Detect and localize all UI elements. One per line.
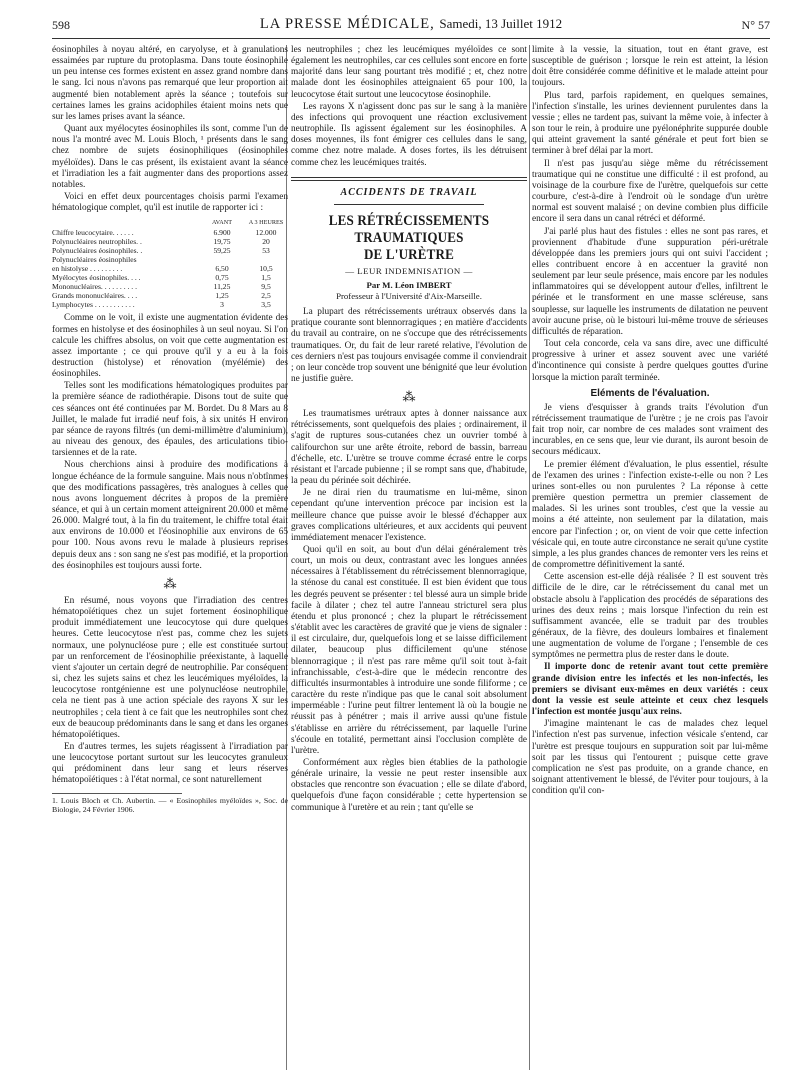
table-row — [52, 282, 288, 291]
paragraph: En d'autres termes, les sujets réagissent à l'irradiation par une leucocytose portant surtout sur les leucocytes granuleux qui prédominent dans leur sang et leurs réserves hématopoïétiques : à l'état normal, ce sont naturellement — [52, 741, 288, 786]
paragraph: Nous cherchions ainsi à produire des modifications à longue échéance de la formule sanguine. Mais nous n'obtînmes que des modifications passagères, très analogues à celles que nous avons longuement décrites à propos de la première séance, et qui à un certain moment atteignirent 20.000 et même 26.000. Malgré tout, à la fin du traitement, le chiffre total était aux environs de 10.000 et l'éosinophilie aux environs de 65 pour 100. Nous avons revu le malade à plusieurs reprises depuis deux ans : son sang ne s'est pas modifié, et la proportion des éosinophiles est toujours aussi forte. — [52, 460, 288, 571]
paragraph: éosinophiles à noyau altéré, en caryolyse, et à granulations essaimées par rupture du protoplasma. Dans toute éosinophile un peu intense ces formes existent en assez grand nombre dans le sang. Ici nous n'avons pas remarqué que leur proportion ait augmenté bien notablement après la séance ; toutefois sur certaines lames les grains acidophiles étaient moins nets que sur les lames prises avant la séance. — [52, 45, 288, 122]
paragraph-emphasis: Il importe donc de retenir avant tout cette première grande division entre les infectés et les non-infectés, les premiers se divisant eux-mêmes en deux variétés : ceux dont la vessie est seule atteinte et ceux chez lesquels l'infection est montée jusqu'aux reins. — [532, 662, 768, 718]
table-row — [52, 273, 288, 282]
row-label: Lymphocytes . . . . . . . . . . . — [52, 300, 135, 310]
row-label: Polynucléaires éosinophiles — [52, 255, 137, 265]
row-label: Polynucléaires neutrophiles. . — [52, 237, 142, 247]
section-stars: ⁂ — [163, 575, 177, 591]
value-before: 59,25 — [213, 246, 231, 256]
row-label: Chiffre leucocytaire. . . . . . — [52, 228, 134, 238]
value-after — [244, 255, 288, 264]
paragraph: Plus tard, parfois rapidement, en quelques semaines, l'infection s'installe, les urines deviennent purulentes dans la vessie ; elles ne tardent pas, suivant la même voie, à infecter à son tour le rein, à produire une pyélonéphrite suppurée double qui atteint gravement la santé générale et peut fort bien se terminer à bref délai par la mort. — [532, 90, 768, 157]
column-2 — [291, 45, 527, 1075]
table-row — [52, 246, 288, 255]
paragraph: Le premier élément d'évaluation, le plus essentiel, résulte de l'examen des urines : l'infection existe-t-elle ou non ? Les urines sont-elles ou non purulentes ? La réponse à cette première question permettra un premier classement de malades. Si les urines sont troubles, c'est que la vessie au moins a été atteinte, non seulement par la dilatation, mais encore par l'infection ; or, on vient de voir que cette infection vésicale qui, en toute autre circonstance ne serait qu'une cystite simple, a les plus grandes chances de remonter vers les reins et de compromettre définitivement la santé. — [532, 459, 768, 571]
issue-date: Samedi, 13 Juillet 1912 — [439, 16, 563, 31]
table-row — [52, 291, 288, 300]
value-after: 10,5 — [259, 264, 273, 274]
article-author — [291, 280, 527, 291]
paragraph: En résumé, nous voyons que l'irradiation des centres hématopoïétiques chez un sujet fortement éosinophilique produit immédiatement une leucocytose qui dure quelques heures. Cette leucocytose n'est pas, comme chez les sujets normaux, une polynucléose pure ; elle est constituée surtout par un renforcement de l'éosinophilie préexistante, à laquelle vient s'ajouter un certain degré de neutrophilie. Par conséquent si, chez les sujets sains et chez les leucémiques myéloïdes, la leucocytose rontgénienne est une polynucléose neutrophile, cela ne tient pas à une action spéciale des rayons X sur les neutrophiles ; cela tient à ce fait que les neutrophiles sont chez eux de beaucoup prédominants dans le sang et dans les organes hématopoïétiques. — [52, 595, 288, 740]
value-after: 12.000 — [255, 228, 277, 238]
paragraph: les neutrophiles ; chez les leucémiques myéloïdes ce sont également les neutrophiles, car ces cellules sont encore en forte majorité dans leur sang pourtant très modifié ; et, chez notre malade dont les éosinophiles atteignaient 65 pour 100, la leucocytose était surtout une leucocytose éosinophile. — [291, 45, 527, 100]
journal-title: LA PRESSE MÉDICALE, — [259, 16, 435, 32]
article-subtitle: — LEUR INDEMNISATION — — [345, 265, 473, 276]
table-row — [52, 228, 288, 237]
paragraph: Je viens d'esquisser à grands traits l'évolution d'un rétrécissement traumatique de l'urètre ; je ne crois pas l'avoir fait trop noir, car nombre de ces malades sont vraiment des incurables, en ce sens que, leur vie durant, ils auront besoin de secours médicaux. — [532, 402, 768, 458]
value-after: 1,5 — [261, 273, 271, 283]
paragraph: Conformément aux règles bien établies de la pathologie générale urinaire, la vessie ne peut rester insensible aux obstacles que rencontre son évacuation ; elle se dilate d'abord, quelquefois d'une façon considérable ; cette hypertension se communique à l'uretère et au rein ; tant qu'elle se — [291, 757, 527, 813]
paragraph: Telles sont les modifications hématologiques produites par la première séance de radiothérapie. Disons tout de suite que ces séances ont été continuées par M. Bordet. Du 8 Mars au 8 Juillet, le malade fut irradié neuf fois, à six unités H environ par séance de rayons filtrés (un demi-millimètre d'aluminium), au niveau des genoux, des épaules, des articulations tibio-tarsiennes et de la rate. — [52, 381, 288, 459]
section-rule — [291, 177, 527, 181]
paragraph: J'imagine maintenant le cas de malades chez lequel l'infection n'est pas survenue, infection vésicale s'entend, car l'urètre est presque toujours en suppuration soit par lui-même soit par les tissus qui l'entourent ; puisque cette grave complication ne s'est pas produite, on a grande chance, en soignant attentivement le blessé, de l'éviter pour toujours, à la condition qu'il con- — [532, 719, 768, 797]
value-before: 6,50 — [215, 264, 229, 274]
table-row — [52, 264, 288, 273]
hematology-table — [52, 217, 288, 309]
paragraph: La plupart des rétrécissements urétraux observés dans la pratique courante sont blennorragiques ; en matière d'accidents du travail au contraire, on ne s'occupe que des rétrécissements traumatiques. Or, du fait de leur rareté relative, l'évolution de ces derniers n'est pas toujours envisagée comme il conviendrait ; on leur concède trop souvent une bénignité que leur évolution ne justifie guère. — [291, 307, 527, 384]
page-number: 598 — [52, 18, 70, 32]
value-after: 9,5 — [261, 282, 271, 292]
row-label: Mononucléaires. . . . . . . . . . — [52, 282, 137, 292]
value-before: 3 — [220, 300, 224, 310]
table-row — [52, 255, 288, 264]
author-name: Par M. Léon IMBERT — [366, 280, 452, 291]
row-label: en histolyse . . . . . . . . . — [52, 264, 123, 274]
row-label: Grands mononucléaires. . . . — [52, 291, 138, 301]
column-3 — [532, 45, 768, 1075]
paragraph: Les rayons X n'agissent donc pas sur le sang à la manière des infections qui provoquent une réaction exclusivement neutrophile. Ils agissent également sur les éosinophiles. A doses moyennes, ils font émigrer ces cellules dans le sang, comme chez notre malade. A doses fortes, ils les détruisent comme chez les leucémiques traités. — [291, 101, 527, 168]
value-before — [200, 255, 244, 264]
paragraph: Tout cela concorde, cela va sans dire, avec une difficulté progressive à uriner et assez souvent avec une variété d'incontinence qui consiste à perdre quelques gouttes d'urine lorsque la miction paraît terminée. — [532, 339, 768, 383]
paragraph: Comme on le voit, il existe une augmentation évidente des formes en histolyse et des éosinophiles à un seul noyau. Si l'on calcule les chiffres absolus, on voit que cette augmentation est assez importante ; ce qui prouve qu'il y a eu à la fois destruction (histolyse) et rénovation (myélémie) des éosinophiles. — [52, 313, 288, 380]
table-row — [52, 300, 288, 309]
author-affiliation: Professeur à l'Université d'Aix-Marseille. — [336, 290, 482, 301]
paragraph: Il n'est pas jusqu'au siège même du rétrécissement traumatique qui ne constitue une difficulté : il est profond, au voisinage de la courbure fixe de l'urètre, quelquefois sur cette courbure, c'est-à-dire à l'endroit où le sondage d'un urètre normal est souvent malaisé ; on devine combien plus difficile encore il sera dans un canal rétréci et déformé. — [532, 158, 768, 225]
value-before: 11,25 — [213, 282, 231, 292]
value-before: 1,25 — [215, 291, 229, 301]
paragraph: limite à la vessie, la situation, tout en étant grave, est susceptible de guérison ; lorsque le rein est atteint, la lésion doit être considérée comme définitive et le malade atteint pour toujours. — [532, 45, 768, 89]
value-before: 19,75 — [213, 237, 231, 247]
paragraph: Cette ascension est-elle déjà réalisée ? Il est souvent très difficile de le dire, car le rétrécissement du canal met un obstacle absolu à l'application des procédés de séparations des urines des deux reins ; mais lorsque l'infection du rein est suffisamment avancée, elle se traduit par des troubles généraux, de la fièvre, des douleurs lombaires et finalement une augmentation de volume de l'organe ; l'ensemble de ces symptômes ne permettra plus de rester dans le doute. — [532, 572, 768, 661]
row-label: Myélocytes éosinophiles. . . . — [52, 273, 141, 283]
paragraph: Voici en effet deux pourcentages choisis parmi l'examen hématologique complet, qu'il est inutile de rapporter ici : — [52, 192, 288, 214]
column-1 — [52, 45, 288, 1075]
paragraph: Je ne dirai rien du traumatisme en lui-même, sinon cependant qu'une intervention précoce par incision est la meilleure chance que puisse avoir le blessé d'échapper aux graves complications ultérieures, et aux accidents qui peuvent immédiatement menacer l'existence. — [291, 488, 527, 543]
paragraph: J'ai parlé plus haut des fistules : elles ne sont pas rares, et proviennent d'habitude d'une suppuration péri-urétrale développée dans les premiers jours qui ont suivi l'accident ; elles contribuent encore à en accentuer la gravité non seulement par leur seule présence, mais encore par les nodules inflammatoires qui se développent autour d'elles, infiltrent le périnée et le transforment en une masse scléreuse, sans souplesse, sur laquelle les instruments de dilatation ne peuvent avoir aucune prise, où le bistouri lui-même trouve de sérieuses difficultés de réparation. — [532, 226, 768, 337]
masthead — [52, 16, 770, 33]
paragraph: Quoi qu'il en soit, au bout d'un délai généralement très court, un mois ou deux, contrastant avec les longues années nécessaires à l'établissement du rétrécissement blennorragique, la sténose du canal est constituée. Il est bien évident que tous les degrés peuvent se présenter : tel blessé aura un simple bride facile à dilater ; chez tel autre l'anneau stricturel sera plus étendu et plus prononcé ; chez la plupart le rétrécissement s'établit avec les caractères de gravité que je viens de signaler : il est circulaire, dur, quelquefois long et se laisse difficilement dilater, beaucoup plus difficilement qu'une sténose blennorragique ; il n'est pas rare même qu'il soit tout à-fait infranchissable, c'est-à-dire que le médecin rencontre des difficultés insurmontables à introduire une sonde filiforme ; ce caractère du reste n'indique pas que le canal soit absolument imperméable : l'urine peut filtrer lentement là où la bougie ne réussit pas à pénétrer ; mais il arrive aussi qu'une fistule s'établisse en arrière du rétrécissement, par laquelle l'urine s'écoule en totalité, permettant ainsi l'occlusion complète de l'urètre. — [291, 545, 527, 756]
table-header-after: A 3 HEURES — [248, 219, 284, 227]
row-label: Polynucléaires éosinophiles. . — [52, 246, 143, 256]
table-row — [52, 237, 288, 246]
rubric-rule — [334, 204, 484, 205]
section-heading: Eléments de l'évaluation. — [590, 387, 710, 399]
page-header — [52, 16, 770, 39]
value-before: 6.900 — [213, 228, 231, 238]
article-title-line-1: LES RÉTRÉCISSEMENTS TRAUMATIQUES — [328, 212, 490, 246]
value-after: 3,5 — [261, 300, 271, 310]
value-after: 53 — [262, 246, 270, 256]
footnote: 1. Louis Bloch et Ch. Aubertin. — « Eosinophiles myéloïdes », Soc. de Biologie, 24 Février 1906. — [52, 795, 288, 815]
value-after: 20 — [262, 237, 270, 247]
paragraph: Quant aux myélocytes éosinophiles ils sont, comme l'un de nous l'a montré avec M. Louis Bloch, ¹ présents dans le sang chez nombre de sujets éosinophiliques (éosinophiles myéloïdes). Dans le cas présent, ils existaient avant la séance et l'irradiation les a fait augmenter dans des proportions assez notables. — [52, 124, 288, 190]
table-header-before: AVANT — [211, 219, 233, 227]
article-title-line-2: DE L'URÈTRE — [363, 246, 455, 263]
paragraph: Les traumatismes urétraux aptes à donner naissance aux rétrécissements, sont quelquefois des plaies ; ordinairement, il s'agit de ruptures sous-cutanées chez un ouvrier tombé à califourchon sur une arête étroite, rebord de bassin, barreau d'échelle, etc. L'urètre se trouve comme écrasé entre le corps résistant et l'arcade pubienne ; il se rompt sans que, d'habitude, la peau du périnée soit déchirée. — [291, 409, 527, 487]
section-stars: ⁂ — [402, 389, 416, 405]
rubric-heading: ACCIDENTS DE TRAVAIL — [340, 186, 478, 198]
value-after: 2,5 — [261, 291, 271, 301]
issue-number: N° 57 — [741, 18, 770, 32]
column-divider — [529, 45, 530, 1070]
value-before: 0,75 — [215, 273, 229, 283]
